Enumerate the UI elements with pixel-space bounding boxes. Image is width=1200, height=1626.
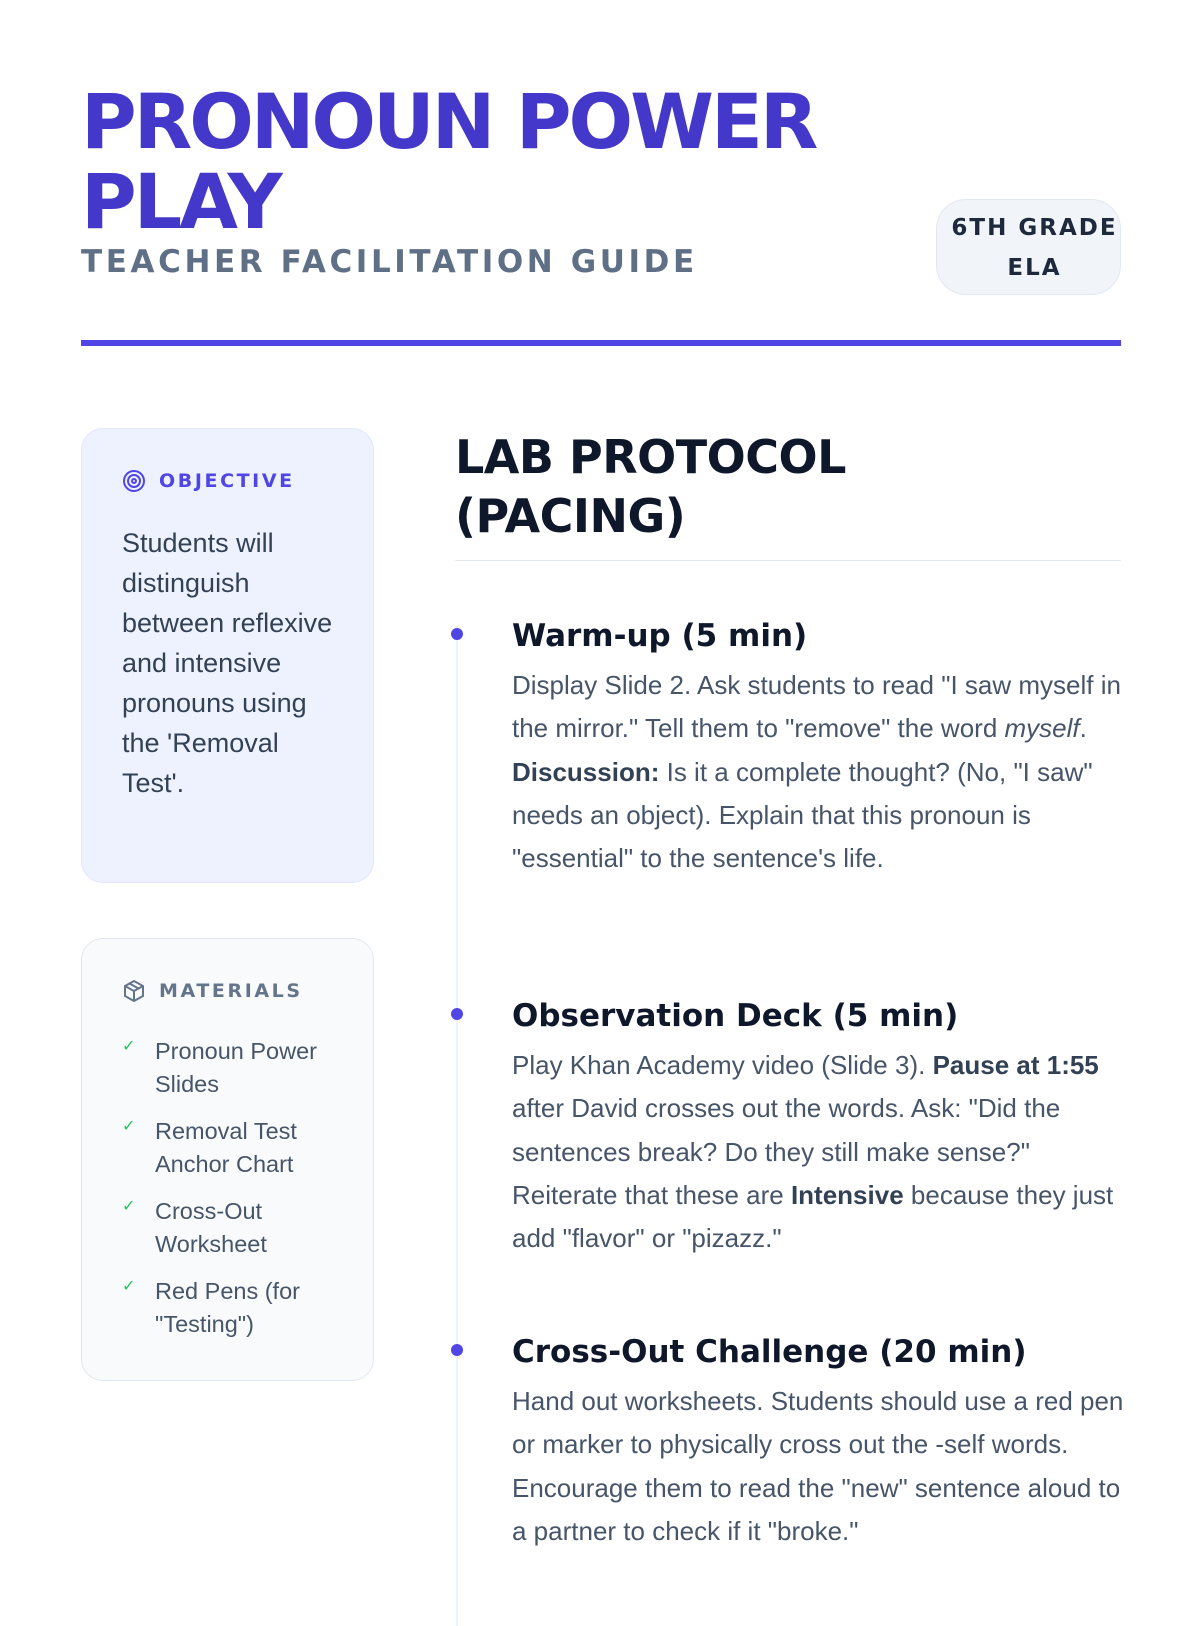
text-run: myself (1004, 713, 1080, 744)
step-body (512, 1380, 1124, 1553)
step-title: Cross-Out Challenge (20 min) (512, 1334, 1027, 1370)
text-run: because they just add "flavor" or "pizazz." (512, 1179, 1114, 1254)
section-divider (455, 560, 1121, 561)
text-run: Play Khan Academy video (Slide 3). (512, 1050, 933, 1080)
step-body (512, 664, 1124, 880)
text-run: Discussion: (512, 756, 660, 787)
step-title: Warm-up (5 min) (512, 618, 808, 654)
package-icon (122, 979, 146, 1003)
section-title: LAB PROTOCOL (PACING) (455, 430, 846, 543)
list-item (122, 1275, 352, 1341)
objective-text: Students will distinguish between reflexive and intensive pronouns using the 'Removal Test'. (122, 528, 333, 798)
material-label: Cross-Out Worksheet (155, 1198, 267, 1257)
objective-heading (122, 469, 295, 493)
list-item (122, 1035, 352, 1101)
target-icon (122, 469, 146, 493)
objective-card (81, 428, 374, 883)
objective-heading-label: OBJECTIVE (159, 470, 295, 492)
timeline-line (456, 626, 458, 1626)
text-run: Pause at 1:55 (932, 1050, 1099, 1080)
text-run: Is it a complete thought? (No, "I saw" needs an object). Explain that this pronoun is "essential" to the sentence's life. (512, 756, 1093, 874)
protocol-section (455, 428, 1124, 1546)
guide-page (81, 0, 1124, 1600)
materials-card (81, 938, 374, 1381)
header-divider (81, 340, 1121, 346)
check-icon: ✓ (122, 1038, 136, 1055)
text-run: Display Slide 2. Ask students to read "I saw myself in the mirror." Tell them to "remove" the word (512, 670, 1121, 744)
timeline-dot (451, 628, 463, 640)
grade-badge: 6TH GRADE ELA (936, 199, 1121, 295)
check-icon: ✓ (122, 1198, 136, 1215)
material-label: Pronoun Power Slides (155, 1038, 317, 1097)
materials-list (122, 1035, 352, 1355)
timeline-dot (451, 1344, 463, 1356)
list-item (122, 1115, 352, 1181)
text-run: . (1079, 713, 1087, 744)
materials-heading-label: MATERIALS (159, 980, 303, 1002)
text-run: Intensive (790, 1179, 904, 1210)
materials-heading (122, 979, 303, 1003)
step-title: Observation Deck (5 min) (512, 998, 959, 1034)
step-body (512, 1044, 1124, 1260)
list-item (122, 1195, 352, 1261)
check-icon: ✓ (122, 1278, 136, 1295)
material-label: Red Pens (for "Testing") (155, 1278, 300, 1337)
page-subtitle: TEACHER FACILITATION GUIDE (81, 244, 698, 280)
page-title: PRONOUN POWER PLAY (81, 77, 816, 246)
material-label: Removal Test Anchor Chart (155, 1118, 297, 1177)
timeline-dot (451, 1008, 463, 1020)
check-icon: ✓ (122, 1118, 136, 1135)
text-run: Hand out worksheets. Students should use a red pen or marker to physically cross out the -self words. Encourage them to read the "new" sentence aloud to a partner to check if it "broke." (512, 1386, 1124, 1546)
text-run: after David crosses out the words. Ask: "Did the sentences break? Do they still make sense?" Reiterate that these are (512, 1093, 1061, 1210)
